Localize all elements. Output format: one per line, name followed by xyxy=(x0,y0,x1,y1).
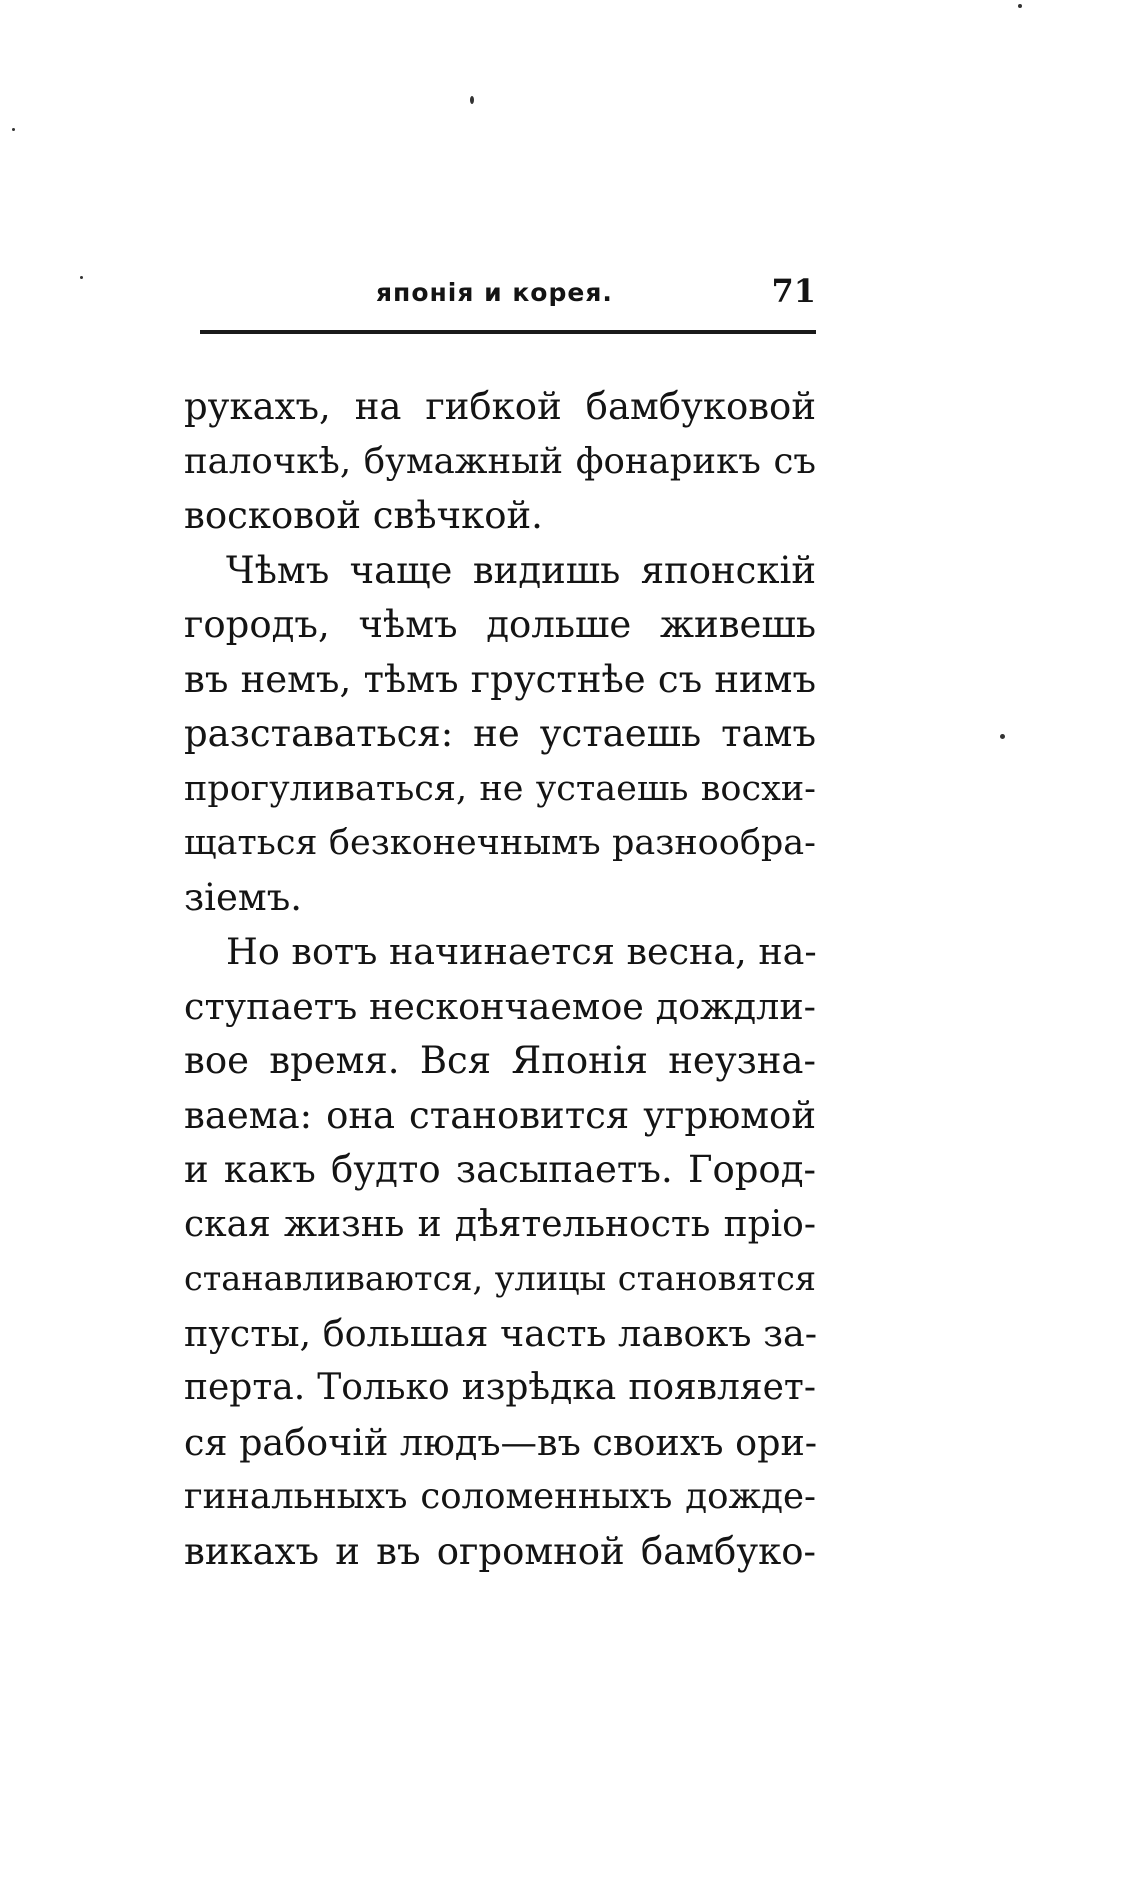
text-line: викахъ и въ огромной бамбуко- xyxy=(184,1529,816,1573)
text-line: щаться безконечнымъ разнообра- xyxy=(184,823,816,863)
paragraph xyxy=(184,925,816,1579)
scan-speck xyxy=(1000,734,1005,739)
text-line: рукахъ, на гибкой бамбуковой xyxy=(184,385,816,428)
text-line: городъ, чѣмъ дольше живешь xyxy=(184,603,816,646)
scan-speck xyxy=(80,276,83,279)
text-line: ская жизнь и дѣятельность пріо- xyxy=(184,1203,816,1245)
scan-speck xyxy=(470,96,474,104)
text-line: зіемъ. xyxy=(184,875,302,919)
text-line: ваема: она становится угрюмой xyxy=(184,1093,816,1137)
scan-speck xyxy=(12,128,15,131)
text-line: прогуливаться, не устаешь восхи- xyxy=(184,768,816,809)
text-line: и какъ будто засыпаетъ. Город- xyxy=(184,1148,816,1191)
text-line: пусты, большая часть лавокъ за- xyxy=(184,1311,818,1355)
text-line: въ немъ, тѣмъ грустнѣе съ нимъ xyxy=(184,657,816,701)
text-line: восковой свѣчкой. xyxy=(184,494,543,537)
body-text xyxy=(184,380,816,1579)
text-line: гинальныхъ соломенныхъ дожде- xyxy=(184,1476,816,1517)
paragraph xyxy=(184,380,816,544)
running-title: японія и корея. xyxy=(376,278,613,307)
running-head xyxy=(200,268,816,316)
text-line: станавливаются, улицы становятся xyxy=(184,1259,816,1298)
header-rule xyxy=(200,330,816,334)
text-line: ступаетъ нескончаемое дождли- xyxy=(184,984,816,1028)
paragraph xyxy=(184,544,816,926)
text-line: перта. Только изрѣдка появляет- xyxy=(184,1367,816,1408)
scan-speck xyxy=(1018,4,1022,8)
text-line: Чѣмъ чаще видишь японскій xyxy=(226,548,816,592)
text-line: Но вотъ начинается весна, на- xyxy=(226,930,817,973)
text-line: палочкѣ, бумажный фонарикъ съ xyxy=(184,440,816,482)
text-line: разставаться: не устаешь тамъ xyxy=(184,712,816,755)
text-line: ся рабочій людъ—въ своихъ ори- xyxy=(184,1420,818,1464)
page-number: 71 xyxy=(771,272,816,310)
text-line: вое время. Вся Японія неузна- xyxy=(184,1039,816,1082)
